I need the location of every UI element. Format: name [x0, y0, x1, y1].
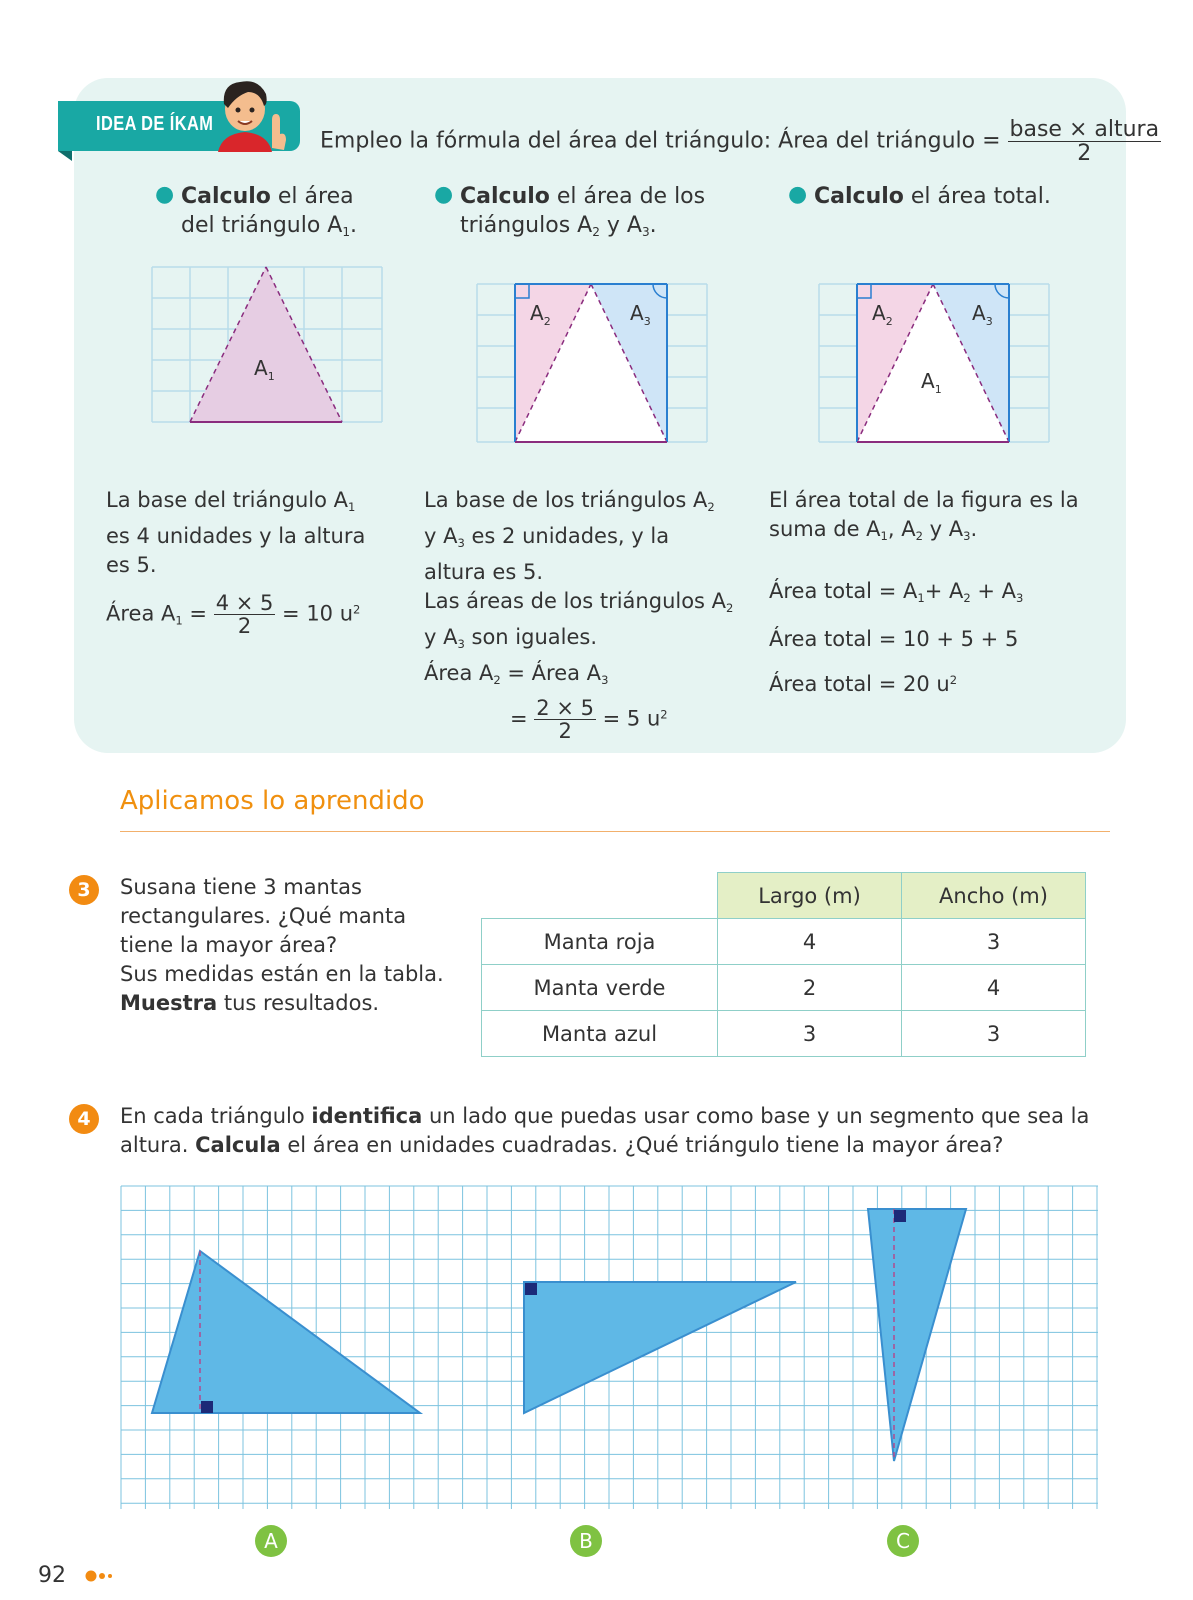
triangle-c [868, 1209, 966, 1461]
svg-text:A3: $A_3$ [972, 301, 993, 328]
formula-intro: Empleo la fórmula del área del triángulo: Área del triángulo = [320, 128, 1001, 154]
triangles-grid [120, 1185, 1100, 1510]
triangle-label-b: B [570, 1525, 602, 1557]
section-title: Aplicamos lo aprendido [120, 786, 425, 816]
figure-triangles-a2-a3 [475, 282, 709, 447]
table-row [482, 1011, 1086, 1057]
exercise-3-text: Susana tiene 3 mantas rectangulares. ¿Qué manta tiene la mayor área? Sus medidas están en la tabla. Muestra tus resultados. [120, 875, 444, 1015]
exercise-3-badge: 3 [69, 875, 99, 905]
svg-text:A3: $A_3$ [630, 301, 651, 328]
bullet-icon: ● [434, 182, 454, 207]
row-label: Manta verde [482, 965, 718, 1011]
col1-explanation: La base del triángulo $A_1$ es 4 unidades y la altura es 5. Área $A_1$ = $\frac{4 \times 5}{2}$ = 10 $u^2$ [106, 486, 396, 637]
col1-heading: ● Calculo el área del triángulo $A_1$. [155, 182, 358, 240]
cell-largo: 2 [718, 965, 902, 1011]
formula-fraction [1008, 118, 1162, 165]
col2-explanation: La base de los triángulos $A_2$ y $A_3$ es 2 unidades, y la altura es 5. Las áreas de los triángulos $A_2$ y $A_3$ son iguales. Área $A_2$ = Área $A_3$ = $\frac{2 \times 5}{2}$ = 5 $u^2$ [424, 486, 744, 742]
cell-ancho: 4 [902, 965, 1086, 1011]
cell-ancho: 3 [902, 919, 1086, 965]
table-row [482, 919, 1086, 965]
blankets-table [481, 872, 1086, 1057]
svg-text:A1: $A_1$ [254, 356, 275, 383]
exercise-4-badge: 4 [69, 1104, 99, 1134]
col3-explanation: El área total de la figura es la suma de $A_1$, $A_2$ y $A_3$. Área total = $A_1+ A_2 + A_3$ Área total = 10 + 5 + 5 Área total = 20 $u^2$ [769, 486, 1109, 705]
formula-denominator: 2 [1077, 141, 1092, 167]
cell-largo: 4 [718, 919, 902, 965]
column-header-ancho: Ancho (m) [902, 873, 1086, 919]
figure-triangle-a1 [150, 265, 384, 427]
cell-ancho: 3 [902, 1011, 1086, 1057]
page-dots-icon [85, 1570, 117, 1582]
col1-area-formula: Área $A_1$ = $\frac{4 \times 5}{2}$ = 10 $u^2$ [106, 591, 361, 639]
triangle-label-a: A [255, 1525, 287, 1557]
table-header-row [482, 873, 1086, 919]
exercise-4-text: En cada triángulo identifica un lado que puedas usar como base y un segmento que sea la altura. Calcula el área en unidades cuadradas. ¿Qué triángulo tiene la mayor área? [120, 1104, 1090, 1157]
svg-text:A1: $A_1$ [921, 369, 942, 396]
formula-line [320, 118, 1161, 165]
svg-text:A2: $A_2$ [530, 301, 551, 328]
page-number: 92 [38, 1563, 66, 1588]
idea-tag-label: IDEA DE ÍKAM [96, 113, 214, 135]
bullet-icon: ● [788, 182, 808, 207]
col3-total-formula: Área total = $A_1+ A_2 + A_3$ Área total = 10 + 5 + 5 Área total = 20 $u^2$ [769, 579, 1024, 696]
ikam-character-illustration [200, 74, 300, 152]
bullet-icon: ● [155, 182, 175, 207]
table-row [482, 965, 1086, 1011]
svg-text:A2: $A_2$ [872, 301, 893, 328]
cell-largo: 3 [718, 1011, 902, 1057]
row-label: Manta roja [482, 919, 718, 965]
col2-heading: ● Calculo el área de los triángulos $A_2$ y $A_3$. [434, 182, 706, 240]
formula-numerator: base × altura [1009, 117, 1160, 142]
col2-area-formula: = $\frac{2 \times 5}{2}$ = 5 $u^2$ [510, 696, 668, 744]
row-label: Manta azul [482, 1011, 718, 1057]
idea-tag-fold [58, 151, 72, 161]
figure-total-area [817, 282, 1051, 447]
triangle-label-c: C [887, 1525, 919, 1557]
section-divider [120, 831, 1110, 832]
column-header-largo: Largo (m) [718, 873, 902, 919]
col3-heading: ● Calculo el área total. [788, 182, 1051, 209]
